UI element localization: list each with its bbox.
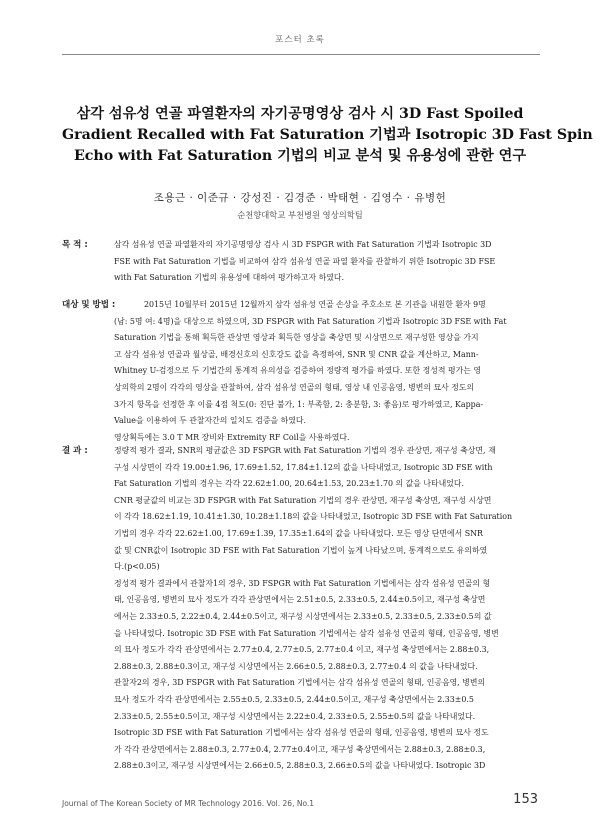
results-line: Isotropic 3D FSE with Fat Saturation 기법에서는 삼각 섬유성 연골의 형태, 인공음영, 병변의 묘사 정도	[114, 728, 489, 738]
section-header-label: 포스터 초록	[275, 35, 325, 45]
title-line: Echo with Fat Saturation 기법의 비교 분석 및 유용성에 관한 연구	[73, 148, 527, 164]
results-line: 2.33±0.5, 2.55±0.5이고, 재구성 시상면에서는 2.22±0.4, 2.33±0.5, 2.55±0.5의 값을 나타내었다.	[114, 711, 476, 721]
methods-line: (남: 5명 여: 4명)을 대상으로 하였으며, 3D FSPGR with Fat Saturation 기법과 Isotropic 3D FSE with Fat	[114, 316, 507, 326]
purpose-section	[62, 237, 540, 287]
results-line: 2.88±0.3, 2.88±0.3이고, 재구성 시상면에서는 2.66±0.5, 2.88±0.3, 2.77±0.4 의 값을 나타내었다.	[114, 661, 478, 671]
results-line: 구성 시상면이 각각 19.00±1.96, 17.69±1.52, 17.84±1.12의 값을 나타내었고, Isotropic 3D FSE with	[114, 462, 493, 472]
methods-label: 대상 및 방법 :	[62, 300, 116, 310]
methods-line: 영상획득에는 3.0 T MR 장비와 Extremity RF Coil을 사용하였다.	[114, 432, 350, 442]
purpose-body	[114, 237, 540, 287]
methods-line: Whitney U-검정으로 두 기법간의 통계적 유의성을 검증하여 정량적 평가를 하였다. 또한 정성적 평가는 영	[114, 366, 482, 376]
results-line: 묘사 정도가 각각 관상면에서는 2.55±0.5, 2.33±0.5, 2.44±0.5이고, 재구성 축상면에서는 2.33±0.5	[114, 694, 474, 704]
methods-line: Value을 이용하여 두 관찰자간의 일치도 검증을 하였다.	[114, 416, 306, 426]
purpose-label: 목 적 :	[62, 240, 88, 250]
methods-section	[62, 297, 540, 446]
purpose-line: with Fat Saturation 기법의 유용성에 대하여 평가하고자 하였다.	[114, 273, 344, 283]
results-line: 가 각각 관상면에서는 2.88±0.3, 2.77±0.4, 2.77±0.4이고, 재구성 축상면에서는 2.88±0.3, 2.88±0.3,	[114, 744, 486, 754]
journal-citation: Journal of The Korean Society of MR Technology 2016. Vol. 26, No.1	[62, 799, 315, 808]
results-section	[62, 443, 540, 775]
results-line: 정성적 평가 결과에서 관찰자1의 경우, 3D FSPGR with Fat Saturation 기법에서는 삼각 섬유성 연골의 형	[114, 578, 491, 588]
author-list: 조용근 · 이준규 · 강성진 · 김경준 · 박태현 · 김영수 · 유병헌	[153, 192, 447, 204]
purpose-line: FSE with Fat Saturation 기법을 비교하여 삼각 섬유성 연골 파열 환자를 관찰하기 위한 Isotropic 3D FSE	[114, 256, 496, 266]
affiliation: 순천향대학교 부천병원 영상의학팀	[237, 210, 363, 220]
header-divider	[62, 54, 540, 55]
results-line: 다.(p<0.05)	[114, 562, 160, 572]
results-line: 의 묘사 정도가 각각 관상면에서는 2.77±0.4, 2.77±0.5, 2.77±0.4 이고, 재구성 축상면에서는 2.88±0.3,	[114, 645, 490, 655]
results-line: 정량적 평가 결과, SNR의 평균값은 3D FSPGR with Fat Saturation 기법의 경우 관상면, 재구성 축상면, 재	[114, 446, 496, 455]
purpose-line: 삼각 섬유성 연골 파열환자의 자기공명영상 검사 시 3D FSPGR with Fat Saturation 기법과 Isotropic 3D	[114, 240, 492, 249]
title-line: 삼각 섬유성 연골 파열환자의 자기공명영상 검사 시 3D Fast Spoiled	[76, 106, 524, 122]
results-line: 을 나타내었다. Isotropic 3D FSE with Fat Saturation 기법에서는 삼각 섬유성 연골의 형태, 인공음영, 병변	[114, 628, 499, 638]
results-line: 값 및 CNR값이 Isotropic 3D FSE with Fat Saturation 기법이 높게 나타났으며, 통계적으로도 유의하였	[114, 545, 488, 555]
page-number: 153	[513, 792, 538, 807]
results-body	[114, 443, 540, 775]
results-line: CNR 평균값의 비교는 3D FSPGR with Fat Saturation 기법의 경우 관상면, 재구성 축상면, 재구성 시상면	[114, 495, 492, 505]
results-line: 기법의 경우 각각 22.62±1.00, 17.69±1.39, 17.35±1.64의 값을 나타내었다. 모든 영상 단면에서 SNR	[114, 528, 483, 538]
methods-line: 고 삼각 섬유성 연골과 월상골, 배경신호의 신호강도 값을 측정하여, SNR 및 CNR 값을 계산하고, Mann-	[114, 349, 479, 359]
methods-line: Saturation 기법을 통해 획득한 관상면 영상과 획득한 영상을 축상면 및 시상면으로 재구성한 영상을 가지	[114, 333, 479, 343]
results-line: 관찰자2의 경우, 3D FSPGR with Fat Saturation 기법에서는 삼각 섬유성 연골의 형태, 인공음영, 병변의	[114, 678, 486, 688]
results-line: 이 각각 18.62±1.19, 10.41±1.30, 10.28±1.18의 값을 나타내었고, Isotropic 3D FSE with Fat Saturation	[114, 512, 513, 522]
results-line: 에서는 2.33±0.5, 2.22±0.4, 2.44±0.5이고, 재구성 시상면에서는 2.33±0.5, 2.33±0.5, 2.33±0.5의 값	[114, 611, 492, 621]
methods-line: 3가지 항목을 선정한 후 이를 4점 척도(0: 진단 불가, 1: 부족함, 2: 충분함, 3: 좋음)로 평가하였고, Kappa-	[114, 399, 484, 409]
methods-line: 상의학의 2명이 각각의 영상을 관찰하여, 삼각 섬유성 연골의 형태, 영상 내 인공음영, 병변의 묘사 정도의	[114, 382, 475, 392]
results-line: 태, 인공음영, 병변의 묘사 정도가 각각 관상면에서는 2.51±0.5, 2.33±0.5, 2.44±0.5이고, 재구성 축상면	[114, 595, 486, 605]
methods-first-line: 2015년 10월부터 2015년 12월까지 삼각 섬유성 연골 손상을 주호소로 본 기관을 내원한 환자 9명	[144, 300, 486, 309]
paper-title	[62, 104, 593, 167]
results-line: Fat Saturation 기법의 경우는 각각 22.62±1.00, 20.64±1.53, 20.23±1.70 의 값을 나타내었다.	[114, 479, 465, 489]
title-line: Gradient Recalled with Fat Saturation 기법과 Isotropic 3D Fast Spin	[62, 127, 593, 143]
results-line: 2.88±0.3이고, 재구성 시상면에서는 2.66±0.5, 2.88±0.3, 2.66±0.5의 값을 나타내었다. Isotropic 3D	[114, 761, 486, 771]
results-label: 결 과 :	[62, 446, 88, 456]
methods-body	[62, 297, 540, 446]
